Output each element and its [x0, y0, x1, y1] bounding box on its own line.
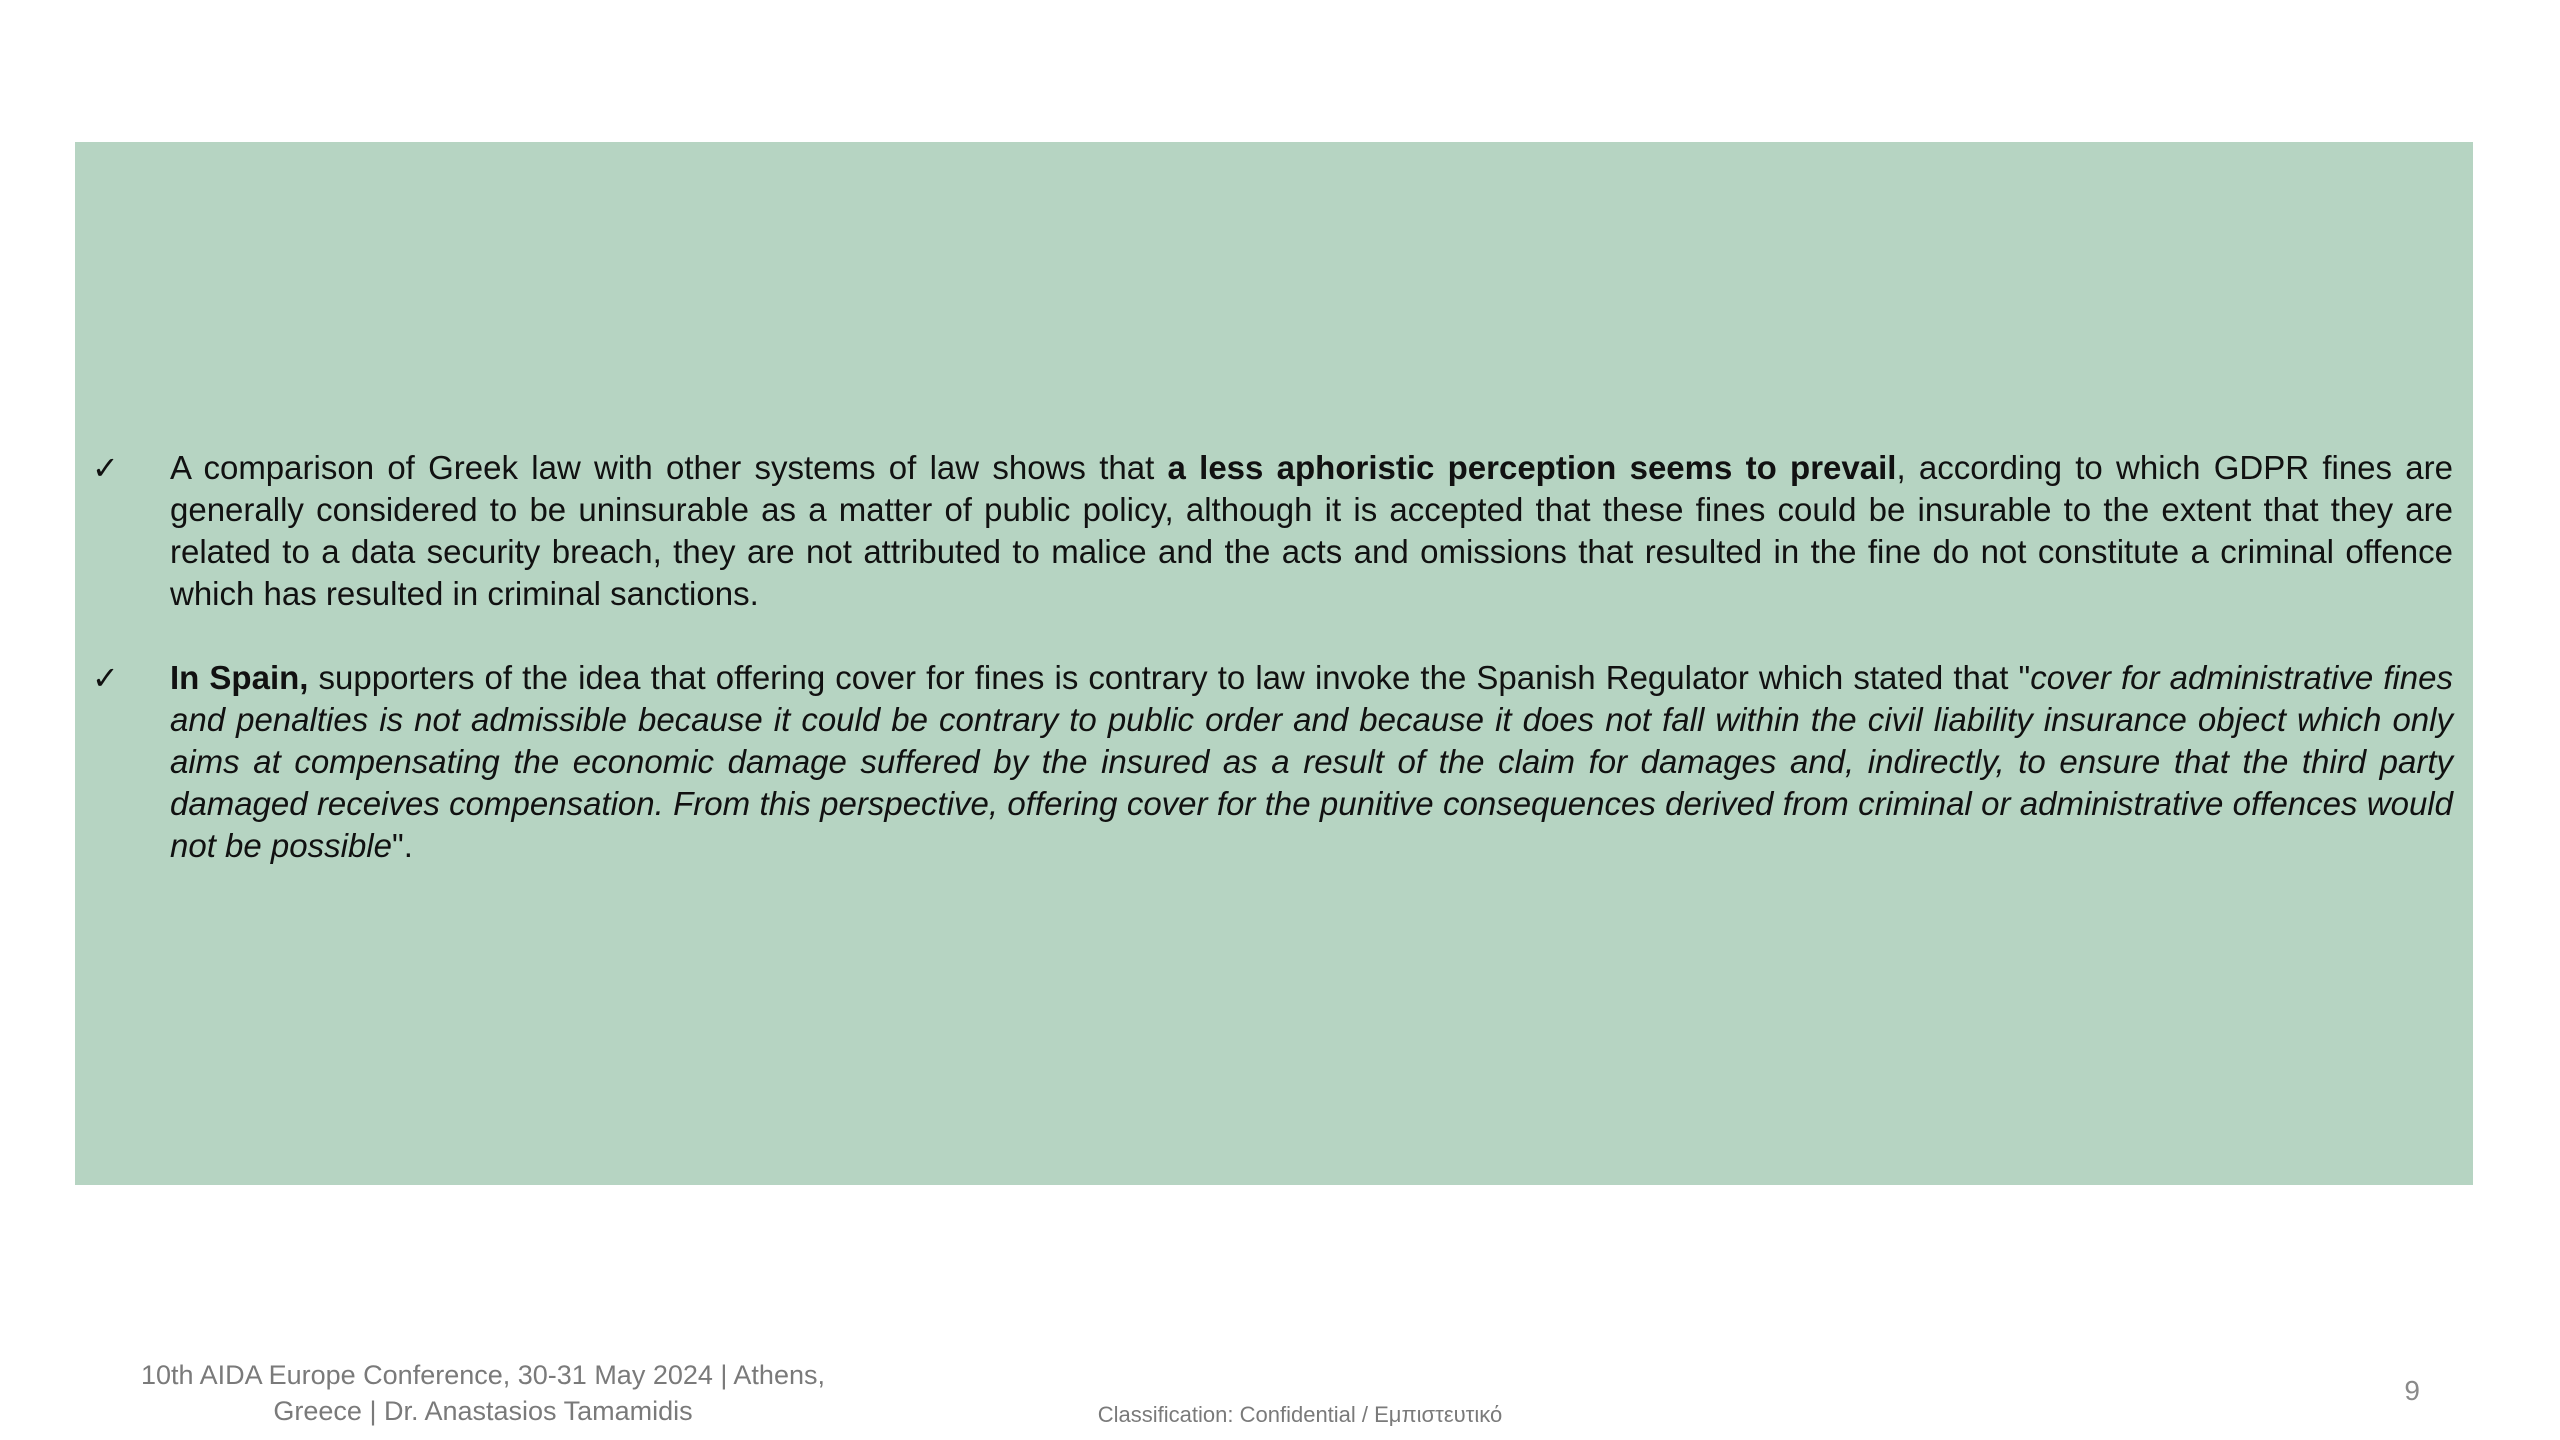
footer-conference — [88, 1357, 878, 1429]
bullet-1-text: A comparison of Greek law with other systems of law shows that — [170, 449, 1168, 486]
checkmark-icon: ✓ — [92, 449, 119, 487]
bullet-list — [89, 447, 2453, 909]
bullet-2-quote: cover for administrative fines and penalties is not admissible because it could be contrary to public order and because it does not fall within the civil liability insurance object which only aims at compensating the economic damage suffered by the insured as a result of the claim for damages and, indirectly, to ensure that the third party damaged receives compensation. From this perspective, offering cover for the punitive consequences derived from criminal or administrative offences would not be possible — [170, 659, 2453, 864]
checkmark-icon: ✓ — [92, 659, 119, 697]
bullet-1-text-rest: , according to which GDPR fines are generally considered to be uninsurable as a matter of public policy, although it is accepted that these fines could be insurable to the extent that they are related to a data security breach, they are not attributed to malice and the acts and omissions that resulted in the fine do not constitute a criminal offence which has resulted in criminal sanctions. — [170, 449, 2454, 612]
bullet-spain — [89, 657, 2453, 867]
footer-line-1: 10th AIDA Europe Conference, 30-31 May 2024 | Athens, — [141, 1360, 825, 1390]
bullet-2-text: supporters of the idea that offering cover for fines is contrary to law invoke the Spanish Regulator which stated that " — [308, 659, 2031, 696]
bullet-greek-law — [89, 447, 2453, 615]
classification-label: Classification: Confidential / Εμπιστευτικό — [1097, 1402, 1503, 1427]
footer-line-2: Greece | Dr. Anastasios Tamamidis — [273, 1396, 693, 1426]
page-number: 9 — [2404, 1375, 2420, 1406]
bullet-1-emphasis: a less aphoristic perception seems to prevail — [1167, 449, 1897, 486]
content-box — [75, 142, 2473, 1185]
bullet-2-emphasis: In Spain, — [170, 659, 309, 696]
bullet-2-text-end: ". — [392, 827, 413, 864]
